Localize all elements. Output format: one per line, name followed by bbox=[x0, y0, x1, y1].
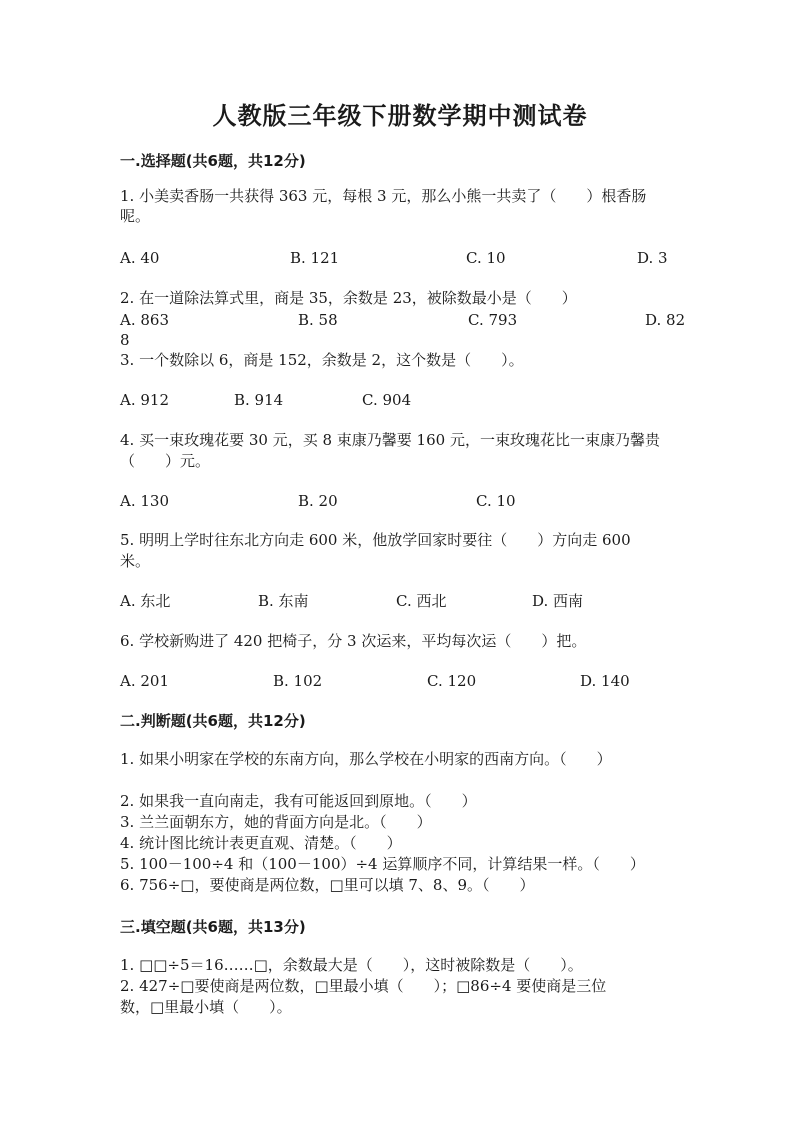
section-judge-heading: 二.判断题(共6题，共12分) bbox=[120, 712, 306, 730]
q4-text-wrap: （ ）元。 bbox=[120, 452, 211, 470]
q5-text: 5. 明明上学时往东北方向走 600 米，他放学回家时要往（ ）方向走 600 bbox=[120, 531, 631, 549]
fill-item-2: 2. 427÷□要使商是两位数，□里最小填（ ）；□86÷4 要使商是三位 bbox=[120, 977, 607, 995]
q6-option-b: B. 102 bbox=[273, 672, 323, 690]
q6-option-a: A. 201 bbox=[120, 672, 169, 690]
q1-option-b: B. 121 bbox=[290, 249, 340, 267]
judge-item-5: 5. 100－100÷4 和（100－100）÷4 运算顺序不同，计算结果一样。（ ） bbox=[120, 855, 645, 873]
q3-option-a: A. 912 bbox=[120, 391, 169, 409]
judge-item-4: 4. 统计图比统计表更直观、清楚。（ ） bbox=[120, 834, 402, 852]
q1-option-d: D. 3 bbox=[637, 249, 668, 267]
section-fill-heading: 三.填空题(共6题，共13分) bbox=[120, 918, 306, 936]
q1-text: 1. 小美卖香肠一共获得 363 元，每根 3 元，那么小熊一共卖了（ ）根香肠 bbox=[120, 187, 647, 205]
q3-text: 3. 一个数除以 6，商是 152，余数是 2，这个数是（ ）。 bbox=[120, 351, 524, 369]
q3-option-c: C. 904 bbox=[362, 391, 412, 409]
judge-item-6: 6. 756÷□，要使商是两位数，□里可以填 7、8、9。（ ） bbox=[120, 876, 535, 894]
q1-text-wrap: 呢。 bbox=[120, 207, 151, 225]
q2-option-a: A. 863 bbox=[120, 311, 169, 329]
q6-option-c: C. 120 bbox=[427, 672, 477, 690]
q5-option-d: D. 西南 bbox=[532, 592, 584, 610]
q3-option-b: B. 914 bbox=[234, 391, 284, 409]
judge-item-2: 2. 如果我一直向南走，我有可能返回到原地。（ ） bbox=[120, 792, 477, 810]
judge-item-1: 1. 如果小明家在学校的东南方向，那么学校在小明家的西南方向。（ ） bbox=[120, 750, 612, 768]
q4-text: 4. 买一束玫瑰花要 30 元，买 8 束康乃馨要 160 元，一束玫瑰花比一束康乃馨贵 bbox=[120, 431, 660, 449]
q2-option-d-wrap: 8 bbox=[120, 331, 130, 349]
q5-option-b: B. 东南 bbox=[258, 592, 309, 610]
q4-option-c: C. 10 bbox=[476, 492, 516, 510]
q5-option-c: C. 西北 bbox=[396, 592, 447, 610]
q6-text: 6. 学校新购进了 420 把椅子，分 3 次运来，平均每次运（ ）把。 bbox=[120, 632, 587, 650]
fill-item-2-wrap: 数，□里最小填（ ）。 bbox=[120, 998, 292, 1016]
q5-text-wrap: 米。 bbox=[120, 552, 151, 570]
q5-option-a: A. 东北 bbox=[120, 592, 171, 610]
q1-option-c: C. 10 bbox=[466, 249, 506, 267]
q2-option-c: C. 793 bbox=[468, 311, 518, 329]
q2-option-b: B. 58 bbox=[298, 311, 338, 329]
q2-text: 2. 在一道除法算式里，商是 35，余数是 23，被除数最小是（ ） bbox=[120, 289, 577, 307]
q2-option-d: D. 82 bbox=[645, 311, 686, 329]
fill-item-1: 1. □□÷5＝16……□，余数最大是（ ），这时被除数是（ ）。 bbox=[120, 956, 583, 974]
q1-option-a: A. 40 bbox=[120, 249, 160, 267]
q6-option-d: D. 140 bbox=[580, 672, 630, 690]
page-title: 人教版三年级下册数学期中测试卷 bbox=[212, 101, 588, 130]
judge-item-3: 3. 兰兰面朝东方，她的背面方向是北。（ ） bbox=[120, 813, 432, 831]
q4-option-a: A. 130 bbox=[120, 492, 169, 510]
q4-option-b: B. 20 bbox=[298, 492, 338, 510]
section-choice-heading: 一.选择题(共6题，共12分) bbox=[120, 152, 306, 170]
